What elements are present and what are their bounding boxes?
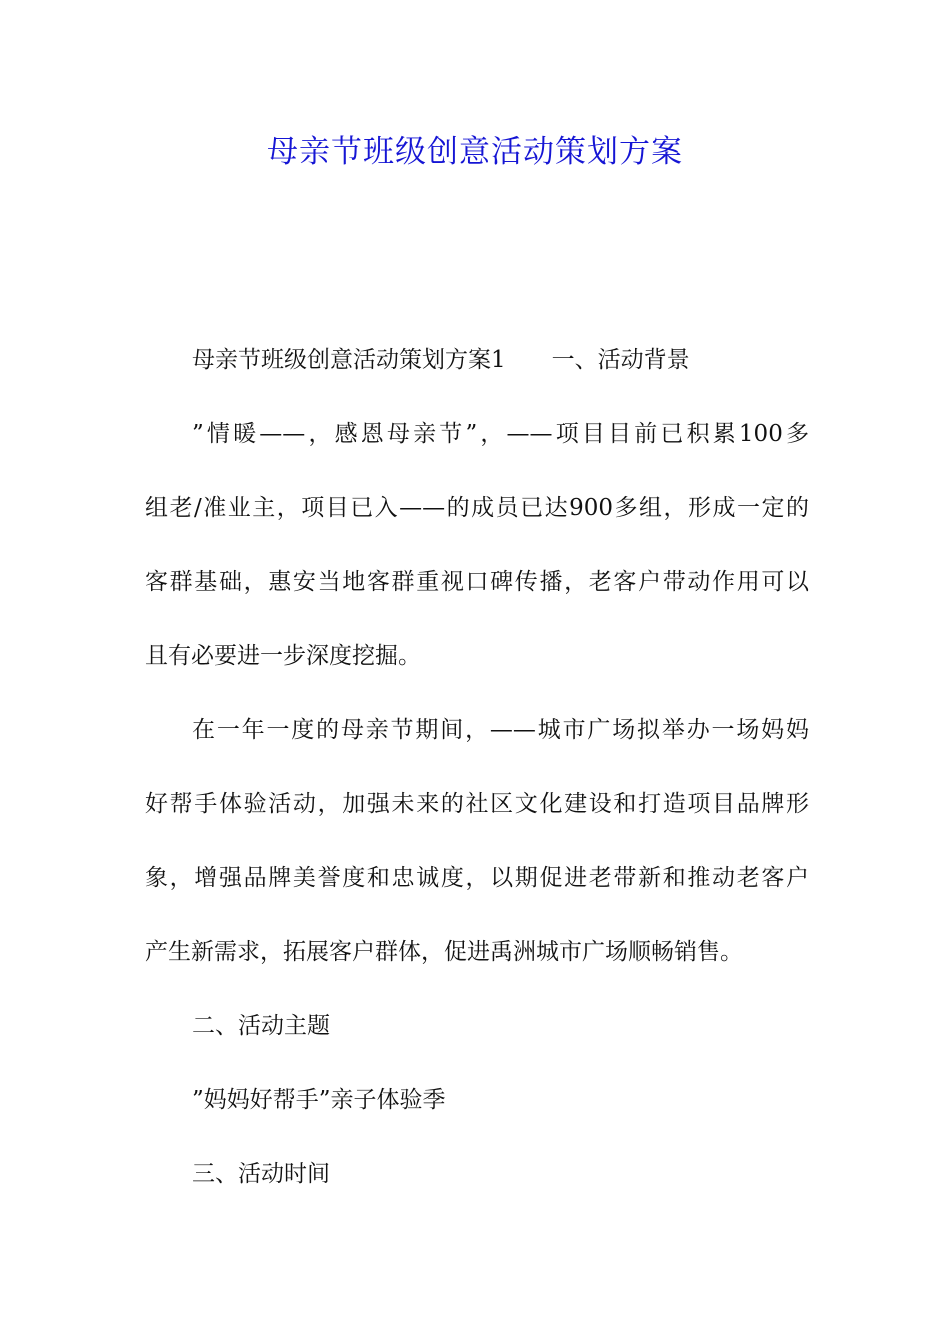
paragraph-line: 象，增强品牌美誉度和忠诚度，以期促进老带新和推动老客户 xyxy=(145,865,809,891)
paragraph-line: ”情暖——，感恩母亲节”，——项目目前已积累100多 xyxy=(192,421,809,447)
paragraph-line: 客群基础，惠安当地客群重视口碑传播，老客户带动作用可以 xyxy=(145,569,809,595)
plan-subtitle: 母亲节班级创意活动策划方案1 xyxy=(192,347,506,373)
document-title: 母亲节班级创意活动策划方案 xyxy=(267,134,683,170)
paragraph-line: 好帮手体验活动，加强未来的社区文化建设和打造项目品牌形 xyxy=(145,791,809,817)
section-heading-line xyxy=(145,335,809,409)
document-body xyxy=(145,335,809,1223)
paragraph-line: 在一年一度的母亲节期间，——城市广场拟举办一场妈妈 xyxy=(192,717,809,743)
section-heading-time: 三、活动时间 xyxy=(192,1161,330,1187)
paragraph-line: 且有必要进一步深度挖掘。 xyxy=(145,643,421,669)
section-heading-background: 一、活动背景 xyxy=(551,347,690,373)
paragraph-line: 产生新需求，拓展客户群体，促进禹洲城市广场顺畅销售。 xyxy=(145,939,743,965)
paragraph-line: 组老/准业主，项目已入——的成员已达900多组，形成一定的 xyxy=(145,495,809,521)
theme-text: ”妈妈好帮手”亲子体验季 xyxy=(192,1087,446,1113)
section-heading-theme: 二、活动主题 xyxy=(192,1013,330,1039)
